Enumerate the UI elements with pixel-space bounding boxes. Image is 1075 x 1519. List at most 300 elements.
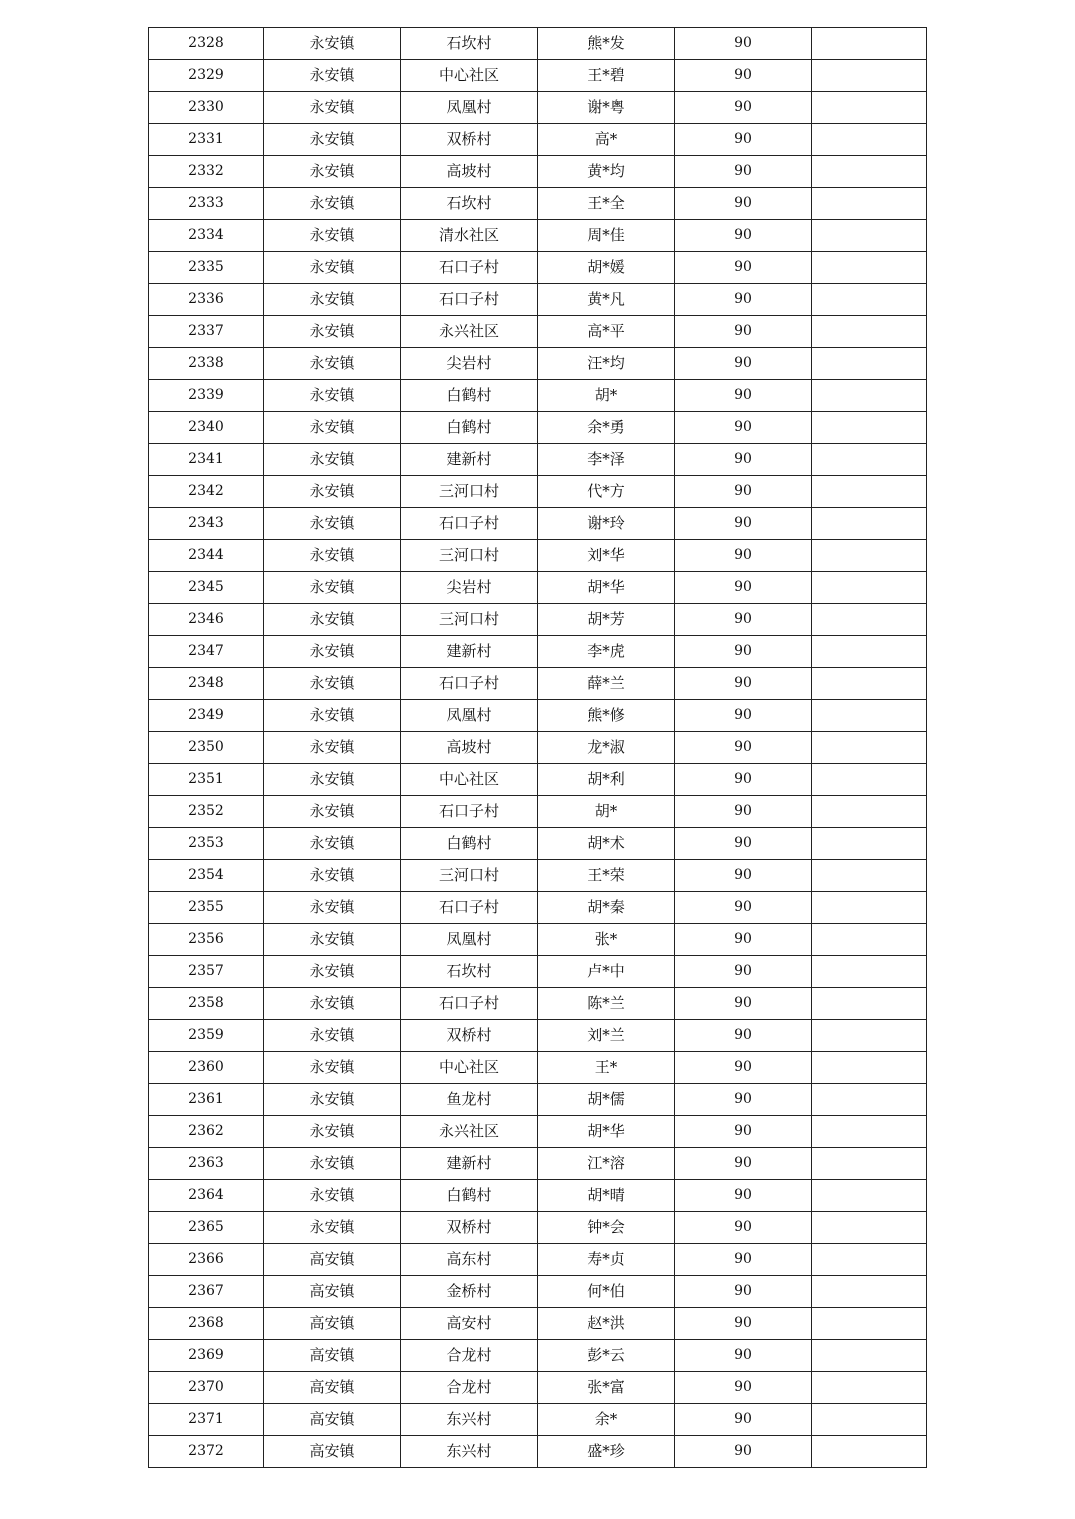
person-name-cell: 何*伯 [538, 1276, 675, 1308]
village-cell: 东兴村 [401, 1436, 538, 1468]
town-cell: 永安镇 [264, 28, 401, 60]
amount-cell: 90 [675, 508, 812, 540]
remark-cell [812, 1148, 927, 1180]
amount-cell: 90 [675, 412, 812, 444]
person-name-cell: 刘*兰 [538, 1020, 675, 1052]
table-row [149, 540, 927, 572]
remark-cell [812, 1372, 927, 1404]
serial-number-cell: 2367 [149, 1276, 264, 1308]
table-row [149, 1436, 927, 1468]
amount-cell: 90 [675, 1276, 812, 1308]
amount-cell: 90 [675, 988, 812, 1020]
town-cell: 永安镇 [264, 380, 401, 412]
serial-number-cell: 2352 [149, 796, 264, 828]
town-cell: 永安镇 [264, 764, 401, 796]
town-cell: 永安镇 [264, 348, 401, 380]
person-name-cell: 寿*贞 [538, 1244, 675, 1276]
village-cell: 三河口村 [401, 604, 538, 636]
remark-cell [812, 476, 927, 508]
table-row [149, 604, 927, 636]
remark-cell [812, 1308, 927, 1340]
person-name-cell: 胡*晴 [538, 1180, 675, 1212]
person-name-cell: 李*虎 [538, 636, 675, 668]
amount-cell: 90 [675, 60, 812, 92]
table-row [149, 1372, 927, 1404]
serial-number-cell: 2361 [149, 1084, 264, 1116]
town-cell: 永安镇 [264, 316, 401, 348]
amount-cell: 90 [675, 1116, 812, 1148]
table-row [149, 380, 927, 412]
serial-number-cell: 2349 [149, 700, 264, 732]
town-cell: 永安镇 [264, 252, 401, 284]
person-name-cell: 胡* [538, 380, 675, 412]
serial-number-cell: 2362 [149, 1116, 264, 1148]
table-row [149, 156, 927, 188]
remark-cell [812, 1180, 927, 1212]
remark-cell [812, 1084, 927, 1116]
town-cell: 永安镇 [264, 220, 401, 252]
serial-number-cell: 2340 [149, 412, 264, 444]
amount-cell: 90 [675, 604, 812, 636]
roster-table-body [149, 28, 927, 1468]
town-cell: 永安镇 [264, 124, 401, 156]
amount-cell: 90 [675, 1052, 812, 1084]
serial-number-cell: 2357 [149, 956, 264, 988]
serial-number-cell: 2364 [149, 1180, 264, 1212]
remark-cell [812, 92, 927, 124]
remark-cell [812, 508, 927, 540]
table-row [149, 92, 927, 124]
table-row [149, 188, 927, 220]
village-cell: 清水社区 [401, 220, 538, 252]
amount-cell: 90 [675, 924, 812, 956]
serial-number-cell: 2371 [149, 1404, 264, 1436]
serial-number-cell: 2347 [149, 636, 264, 668]
person-name-cell: 刘*华 [538, 540, 675, 572]
amount-cell: 90 [675, 1148, 812, 1180]
serial-number-cell: 2372 [149, 1436, 264, 1468]
town-cell: 高安镇 [264, 1244, 401, 1276]
remark-cell [812, 252, 927, 284]
town-cell: 永安镇 [264, 60, 401, 92]
village-cell: 三河口村 [401, 540, 538, 572]
amount-cell: 90 [675, 1212, 812, 1244]
amount-cell: 90 [675, 92, 812, 124]
town-cell: 永安镇 [264, 828, 401, 860]
table-row [149, 1276, 927, 1308]
table-row [149, 892, 927, 924]
remark-cell [812, 28, 927, 60]
village-cell: 白鹤村 [401, 828, 538, 860]
remark-cell [812, 156, 927, 188]
town-cell: 永安镇 [264, 700, 401, 732]
remark-cell [812, 284, 927, 316]
table-row [149, 476, 927, 508]
table-row [149, 252, 927, 284]
town-cell: 永安镇 [264, 1212, 401, 1244]
serial-number-cell: 2353 [149, 828, 264, 860]
person-name-cell: 胡*儒 [538, 1084, 675, 1116]
village-cell: 石坎村 [401, 188, 538, 220]
town-cell: 永安镇 [264, 412, 401, 444]
serial-number-cell: 2368 [149, 1308, 264, 1340]
amount-cell: 90 [675, 252, 812, 284]
person-name-cell: 胡* [538, 796, 675, 828]
village-cell: 石口子村 [401, 892, 538, 924]
person-name-cell: 周*佳 [538, 220, 675, 252]
table-row [149, 1404, 927, 1436]
town-cell: 永安镇 [264, 188, 401, 220]
remark-cell [812, 796, 927, 828]
table-row [149, 764, 927, 796]
remark-cell [812, 604, 927, 636]
village-cell: 合龙村 [401, 1372, 538, 1404]
amount-cell: 90 [675, 540, 812, 572]
serial-number-cell: 2331 [149, 124, 264, 156]
table-row [149, 348, 927, 380]
remark-cell [812, 1052, 927, 1084]
serial-number-cell: 2329 [149, 60, 264, 92]
village-cell: 石口子村 [401, 668, 538, 700]
person-name-cell: 余* [538, 1404, 675, 1436]
amount-cell: 90 [675, 572, 812, 604]
person-name-cell: 张* [538, 924, 675, 956]
village-cell: 建新村 [401, 636, 538, 668]
village-cell: 中心社区 [401, 60, 538, 92]
remark-cell [812, 892, 927, 924]
serial-number-cell: 2341 [149, 444, 264, 476]
remark-cell [812, 732, 927, 764]
remark-cell [812, 1116, 927, 1148]
town-cell: 高安镇 [264, 1436, 401, 1468]
remark-cell [812, 188, 927, 220]
person-name-cell: 盛*珍 [538, 1436, 675, 1468]
village-cell: 金桥村 [401, 1276, 538, 1308]
person-name-cell: 张*富 [538, 1372, 675, 1404]
village-cell: 石口子村 [401, 284, 538, 316]
serial-number-cell: 2346 [149, 604, 264, 636]
serial-number-cell: 2348 [149, 668, 264, 700]
person-name-cell: 胡*华 [538, 572, 675, 604]
roster-table [148, 27, 927, 1468]
person-name-cell: 胡*利 [538, 764, 675, 796]
town-cell: 高安镇 [264, 1340, 401, 1372]
serial-number-cell: 2338 [149, 348, 264, 380]
amount-cell: 90 [675, 860, 812, 892]
person-name-cell: 胡*芳 [538, 604, 675, 636]
table-row [149, 220, 927, 252]
village-cell: 白鹤村 [401, 412, 538, 444]
village-cell: 凤凰村 [401, 924, 538, 956]
serial-number-cell: 2344 [149, 540, 264, 572]
remark-cell [812, 700, 927, 732]
serial-number-cell: 2351 [149, 764, 264, 796]
amount-cell: 90 [675, 156, 812, 188]
amount-cell: 90 [675, 1244, 812, 1276]
town-cell: 永安镇 [264, 444, 401, 476]
village-cell: 三河口村 [401, 476, 538, 508]
village-cell: 建新村 [401, 444, 538, 476]
town-cell: 永安镇 [264, 988, 401, 1020]
serial-number-cell: 2334 [149, 220, 264, 252]
person-name-cell: 谢*粤 [538, 92, 675, 124]
town-cell: 永安镇 [264, 796, 401, 828]
village-cell: 高坡村 [401, 732, 538, 764]
village-cell: 石口子村 [401, 988, 538, 1020]
village-cell: 凤凰村 [401, 700, 538, 732]
table-row [149, 316, 927, 348]
table-row [149, 988, 927, 1020]
remark-cell [812, 860, 927, 892]
town-cell: 永安镇 [264, 636, 401, 668]
town-cell: 永安镇 [264, 1052, 401, 1084]
remark-cell [812, 348, 927, 380]
village-cell: 中心社区 [401, 764, 538, 796]
table-row [149, 572, 927, 604]
town-cell: 永安镇 [264, 284, 401, 316]
table-row [149, 668, 927, 700]
town-cell: 永安镇 [264, 572, 401, 604]
village-cell: 石坎村 [401, 28, 538, 60]
amount-cell: 90 [675, 892, 812, 924]
person-name-cell: 钟*会 [538, 1212, 675, 1244]
person-name-cell: 代*方 [538, 476, 675, 508]
town-cell: 永安镇 [264, 1020, 401, 1052]
remark-cell [812, 764, 927, 796]
table-row [149, 924, 927, 956]
village-cell: 石坎村 [401, 956, 538, 988]
town-cell: 永安镇 [264, 156, 401, 188]
town-cell: 永安镇 [264, 508, 401, 540]
amount-cell: 90 [675, 380, 812, 412]
town-cell: 永安镇 [264, 1084, 401, 1116]
town-cell: 高安镇 [264, 1308, 401, 1340]
amount-cell: 90 [675, 700, 812, 732]
village-cell: 尖岩村 [401, 572, 538, 604]
remark-cell [812, 220, 927, 252]
town-cell: 永安镇 [264, 604, 401, 636]
table-row [149, 28, 927, 60]
town-cell: 永安镇 [264, 860, 401, 892]
remark-cell [812, 412, 927, 444]
person-name-cell: 胡*术 [538, 828, 675, 860]
remark-cell [812, 956, 927, 988]
amount-cell: 90 [675, 668, 812, 700]
village-cell: 白鹤村 [401, 380, 538, 412]
serial-number-cell: 2339 [149, 380, 264, 412]
serial-number-cell: 2363 [149, 1148, 264, 1180]
town-cell: 永安镇 [264, 1116, 401, 1148]
village-cell: 鱼龙村 [401, 1084, 538, 1116]
table-row [149, 60, 927, 92]
person-name-cell: 黄*均 [538, 156, 675, 188]
town-cell: 高安镇 [264, 1404, 401, 1436]
table-row [149, 124, 927, 156]
person-name-cell: 王* [538, 1052, 675, 1084]
person-name-cell: 熊*修 [538, 700, 675, 732]
remark-cell [812, 572, 927, 604]
amount-cell: 90 [675, 796, 812, 828]
person-name-cell: 黄*凡 [538, 284, 675, 316]
village-cell: 高坡村 [401, 156, 538, 188]
table-row [149, 508, 927, 540]
person-name-cell: 熊*发 [538, 28, 675, 60]
remark-cell [812, 540, 927, 572]
village-cell: 东兴村 [401, 1404, 538, 1436]
person-name-cell: 王*荣 [538, 860, 675, 892]
table-row [149, 444, 927, 476]
remark-cell [812, 60, 927, 92]
person-name-cell: 王*碧 [538, 60, 675, 92]
town-cell: 永安镇 [264, 956, 401, 988]
amount-cell: 90 [675, 476, 812, 508]
table-row [149, 700, 927, 732]
amount-cell: 90 [675, 1308, 812, 1340]
person-name-cell: 龙*淑 [538, 732, 675, 764]
amount-cell: 90 [675, 1372, 812, 1404]
table-row [149, 1052, 927, 1084]
town-cell: 永安镇 [264, 1148, 401, 1180]
table-row [149, 796, 927, 828]
village-cell: 三河口村 [401, 860, 538, 892]
amount-cell: 90 [675, 956, 812, 988]
table-row [149, 1020, 927, 1052]
town-cell: 永安镇 [264, 476, 401, 508]
remark-cell [812, 924, 927, 956]
table-row [149, 1148, 927, 1180]
village-cell: 石口子村 [401, 796, 538, 828]
amount-cell: 90 [675, 124, 812, 156]
town-cell: 永安镇 [264, 540, 401, 572]
amount-cell: 90 [675, 828, 812, 860]
remark-cell [812, 124, 927, 156]
serial-number-cell: 2354 [149, 860, 264, 892]
serial-number-cell: 2360 [149, 1052, 264, 1084]
table-row [149, 1180, 927, 1212]
town-cell: 永安镇 [264, 924, 401, 956]
village-cell: 白鹤村 [401, 1180, 538, 1212]
remark-cell [812, 316, 927, 348]
remark-cell [812, 380, 927, 412]
serial-number-cell: 2359 [149, 1020, 264, 1052]
person-name-cell: 高*平 [538, 316, 675, 348]
town-cell: 高安镇 [264, 1276, 401, 1308]
amount-cell: 90 [675, 732, 812, 764]
table-row [149, 732, 927, 764]
serial-number-cell: 2328 [149, 28, 264, 60]
table-row [149, 284, 927, 316]
serial-number-cell: 2336 [149, 284, 264, 316]
village-cell: 合龙村 [401, 1340, 538, 1372]
amount-cell: 90 [675, 1084, 812, 1116]
amount-cell: 90 [675, 188, 812, 220]
serial-number-cell: 2337 [149, 316, 264, 348]
town-cell: 永安镇 [264, 668, 401, 700]
remark-cell [812, 668, 927, 700]
person-name-cell: 薛*兰 [538, 668, 675, 700]
remark-cell [812, 636, 927, 668]
serial-number-cell: 2350 [149, 732, 264, 764]
amount-cell: 90 [675, 1340, 812, 1372]
amount-cell: 90 [675, 1404, 812, 1436]
serial-number-cell: 2343 [149, 508, 264, 540]
roster-table-container [148, 27, 926, 1468]
serial-number-cell: 2356 [149, 924, 264, 956]
village-cell: 凤凰村 [401, 92, 538, 124]
amount-cell: 90 [675, 636, 812, 668]
person-name-cell: 赵*洪 [538, 1308, 675, 1340]
serial-number-cell: 2369 [149, 1340, 264, 1372]
person-name-cell: 李*泽 [538, 444, 675, 476]
table-row [149, 1084, 927, 1116]
table-row [149, 412, 927, 444]
town-cell: 永安镇 [264, 92, 401, 124]
table-row [149, 1308, 927, 1340]
remark-cell [812, 1436, 927, 1468]
serial-number-cell: 2342 [149, 476, 264, 508]
table-row [149, 1340, 927, 1372]
table-row [149, 1244, 927, 1276]
table-row [149, 828, 927, 860]
amount-cell: 90 [675, 28, 812, 60]
person-name-cell: 彭*云 [538, 1340, 675, 1372]
amount-cell: 90 [675, 348, 812, 380]
village-cell: 双桥村 [401, 1020, 538, 1052]
remark-cell [812, 1244, 927, 1276]
amount-cell: 90 [675, 220, 812, 252]
town-cell: 高安镇 [264, 1372, 401, 1404]
village-cell: 尖岩村 [401, 348, 538, 380]
serial-number-cell: 2333 [149, 188, 264, 220]
person-name-cell: 陈*兰 [538, 988, 675, 1020]
remark-cell [812, 1340, 927, 1372]
table-row [149, 956, 927, 988]
village-cell: 中心社区 [401, 1052, 538, 1084]
serial-number-cell: 2332 [149, 156, 264, 188]
person-name-cell: 高* [538, 124, 675, 156]
amount-cell: 90 [675, 444, 812, 476]
remark-cell [812, 828, 927, 860]
town-cell: 永安镇 [264, 732, 401, 764]
remark-cell [812, 1404, 927, 1436]
village-cell: 永兴社区 [401, 1116, 538, 1148]
amount-cell: 90 [675, 1020, 812, 1052]
table-row [149, 1116, 927, 1148]
amount-cell: 90 [675, 1180, 812, 1212]
village-cell: 石口子村 [401, 508, 538, 540]
village-cell: 石口子村 [401, 252, 538, 284]
village-cell: 建新村 [401, 1148, 538, 1180]
remark-cell [812, 1212, 927, 1244]
village-cell: 双桥村 [401, 1212, 538, 1244]
amount-cell: 90 [675, 1436, 812, 1468]
remark-cell [812, 1276, 927, 1308]
table-row [149, 636, 927, 668]
serial-number-cell: 2355 [149, 892, 264, 924]
person-name-cell: 谢*玲 [538, 508, 675, 540]
village-cell: 双桥村 [401, 124, 538, 156]
person-name-cell: 王*全 [538, 188, 675, 220]
person-name-cell: 汪*均 [538, 348, 675, 380]
town-cell: 永安镇 [264, 1180, 401, 1212]
village-cell: 永兴社区 [401, 316, 538, 348]
serial-number-cell: 2345 [149, 572, 264, 604]
person-name-cell: 胡*媛 [538, 252, 675, 284]
serial-number-cell: 2330 [149, 92, 264, 124]
village-cell: 高东村 [401, 1244, 538, 1276]
serial-number-cell: 2358 [149, 988, 264, 1020]
table-row [149, 860, 927, 892]
